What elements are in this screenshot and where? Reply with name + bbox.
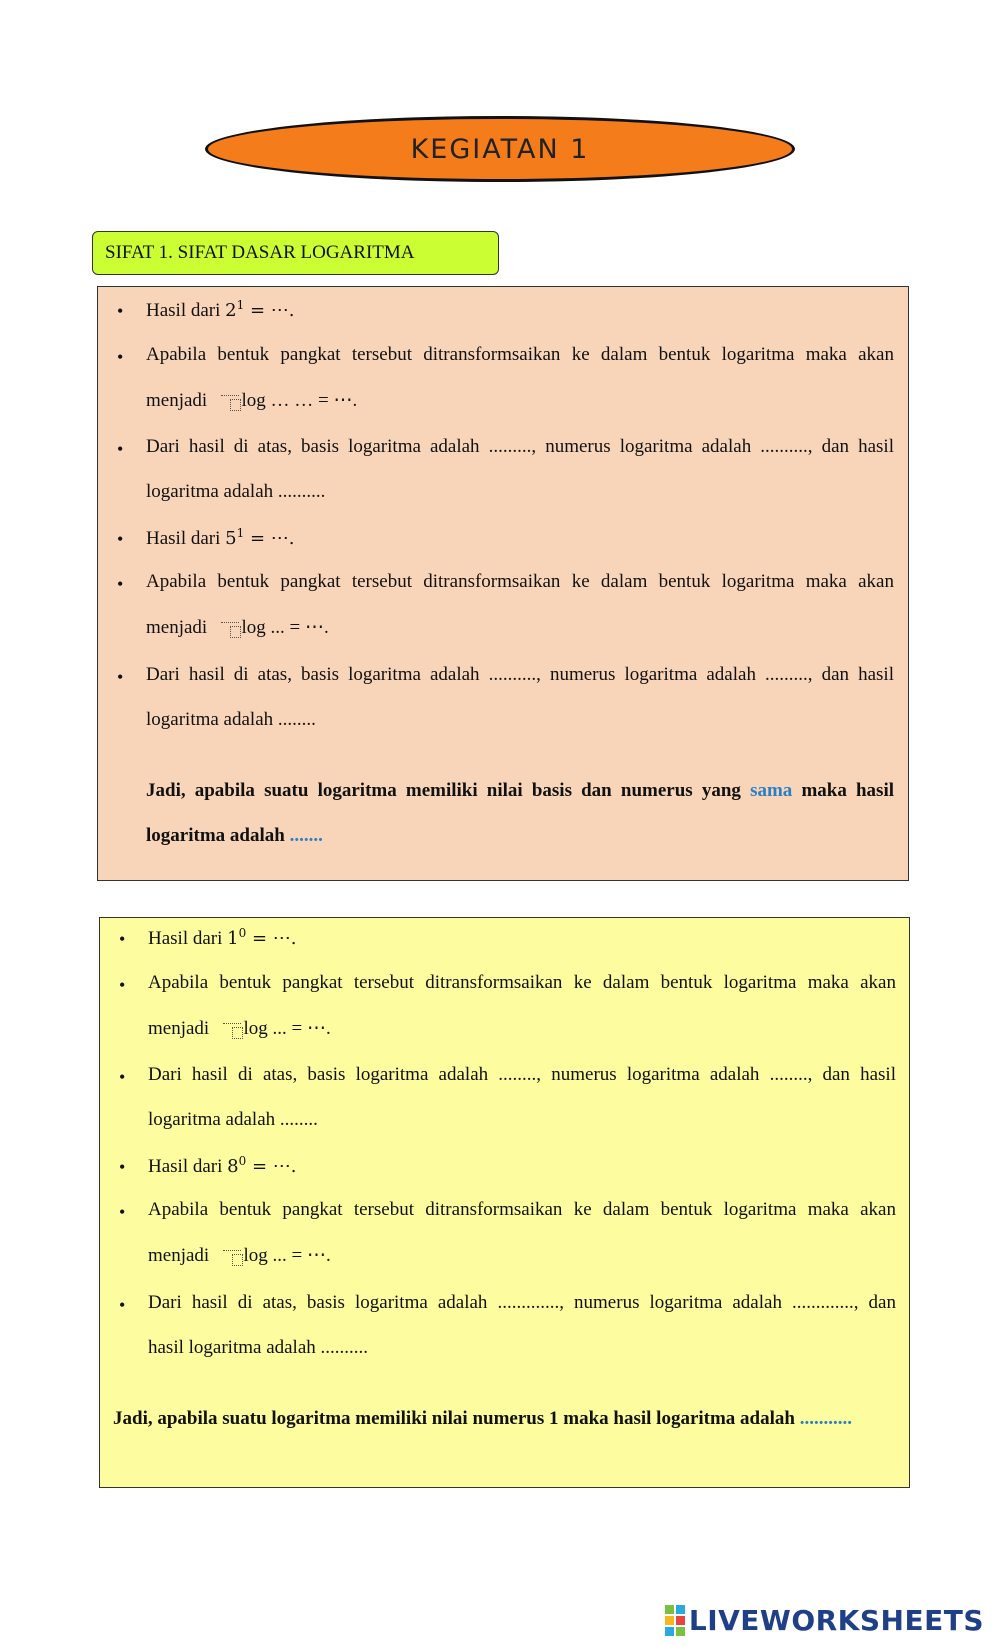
list-item: Dari hasil di atas, basis logaritma adalah ............., numerus logaritma adalah ............., dan	[148, 1292, 896, 1313]
bullet: •	[119, 1295, 126, 1315]
list-item-continuation: logaritma adalah ........	[146, 709, 316, 730]
list-item: Dari hasil di atas, basis logaritma adalah ........., numerus logaritma adalah .........., dan hasil	[146, 436, 894, 457]
list-item: Hasil dari $8^0$ = ⋯.	[148, 1154, 297, 1177]
conclusion: Jadi, apabila suatu logaritma memiliki nilai numerus 1 maka hasil logaritma adalah ...........	[113, 1408, 852, 1429]
base-input-placeholder[interactable]	[221, 622, 241, 636]
list-item: Dari hasil di atas, basis logaritma adalah .........., numerus logaritma adalah ........., dan hasil	[146, 664, 894, 685]
bullet: •	[117, 667, 124, 687]
list-item-continuation: menjadi log … … = ⋯.	[146, 390, 358, 411]
bullet: •	[119, 975, 126, 995]
bullet: •	[119, 1157, 126, 1177]
bullet: •	[117, 301, 124, 321]
section-label	[92, 231, 499, 275]
bullet: •	[119, 1067, 126, 1087]
list-item-continuation: logaritma adalah ..........	[146, 481, 326, 502]
base-input-placeholder[interactable]	[221, 395, 241, 409]
base-input-placeholder[interactable]	[223, 1250, 243, 1264]
list-item: Apabila bentuk pangkat tersebut ditransformsaikan ke dalam bentuk logaritma maka akan	[146, 344, 894, 365]
list-item-continuation: hasil logaritma adalah ..........	[148, 1337, 369, 1358]
bullet: •	[117, 439, 124, 459]
bullet: •	[117, 529, 124, 549]
list-item: Hasil dari $1^0$ = ⋯.	[148, 926, 297, 949]
list-item-continuation: menjadi log ... = ⋯.	[146, 617, 329, 638]
brand-name: LIVEWORKSHEETS	[688, 1604, 984, 1637]
answer-blank[interactable]: .......	[289, 825, 323, 846]
section-label-text: SIFAT 1. SIFAT DASAR LOGARITMA	[105, 242, 415, 263]
page-title: KEGIATAN 1	[410, 133, 590, 165]
liveworksheets-logo-icon	[665, 1605, 685, 1636]
property-box-numerus-one	[99, 917, 910, 1488]
conclusion-continuation: logaritma adalah .......	[146, 825, 323, 846]
list-item: Dari hasil di atas, basis logaritma adalah ........, numerus logaritma adalah ........, dan hasil	[148, 1064, 896, 1085]
list-item: Hasil dari $2^1$ = ⋯.	[146, 298, 295, 321]
list-item: Apabila bentuk pangkat tersebut ditransformsaikan ke dalam bentuk logaritma maka akan	[146, 571, 894, 592]
bullet: •	[119, 929, 126, 949]
bullet: •	[117, 347, 124, 367]
list-item-continuation: logaritma adalah ........	[148, 1109, 318, 1130]
conclusion: Jadi, apabila suatu logaritma memiliki nilai basis dan numerus yang sama maka hasil	[146, 780, 895, 801]
liveworksheets-logo	[665, 1604, 984, 1637]
list-item: Hasil dari $5^1$ = ⋯.	[146, 526, 295, 549]
base-input-placeholder[interactable]	[223, 1023, 243, 1037]
property-box-basis-equals-numerus	[97, 286, 909, 881]
list-item-continuation: menjadi log ... = ⋯.	[148, 1245, 331, 1266]
bullet: •	[117, 574, 124, 594]
list-item: Apabila bentuk pangkat tersebut ditransformsaikan ke dalam bentuk logaritma maka akan	[148, 972, 896, 993]
list-item-continuation: menjadi log ... = ⋯.	[148, 1018, 331, 1039]
title-banner	[205, 116, 795, 182]
bullet: •	[119, 1202, 126, 1222]
answer-blank[interactable]: ...........	[799, 1408, 852, 1429]
list-item: Apabila bentuk pangkat tersebut ditransformsaikan ke dalam bentuk logaritma maka akan	[148, 1199, 896, 1220]
